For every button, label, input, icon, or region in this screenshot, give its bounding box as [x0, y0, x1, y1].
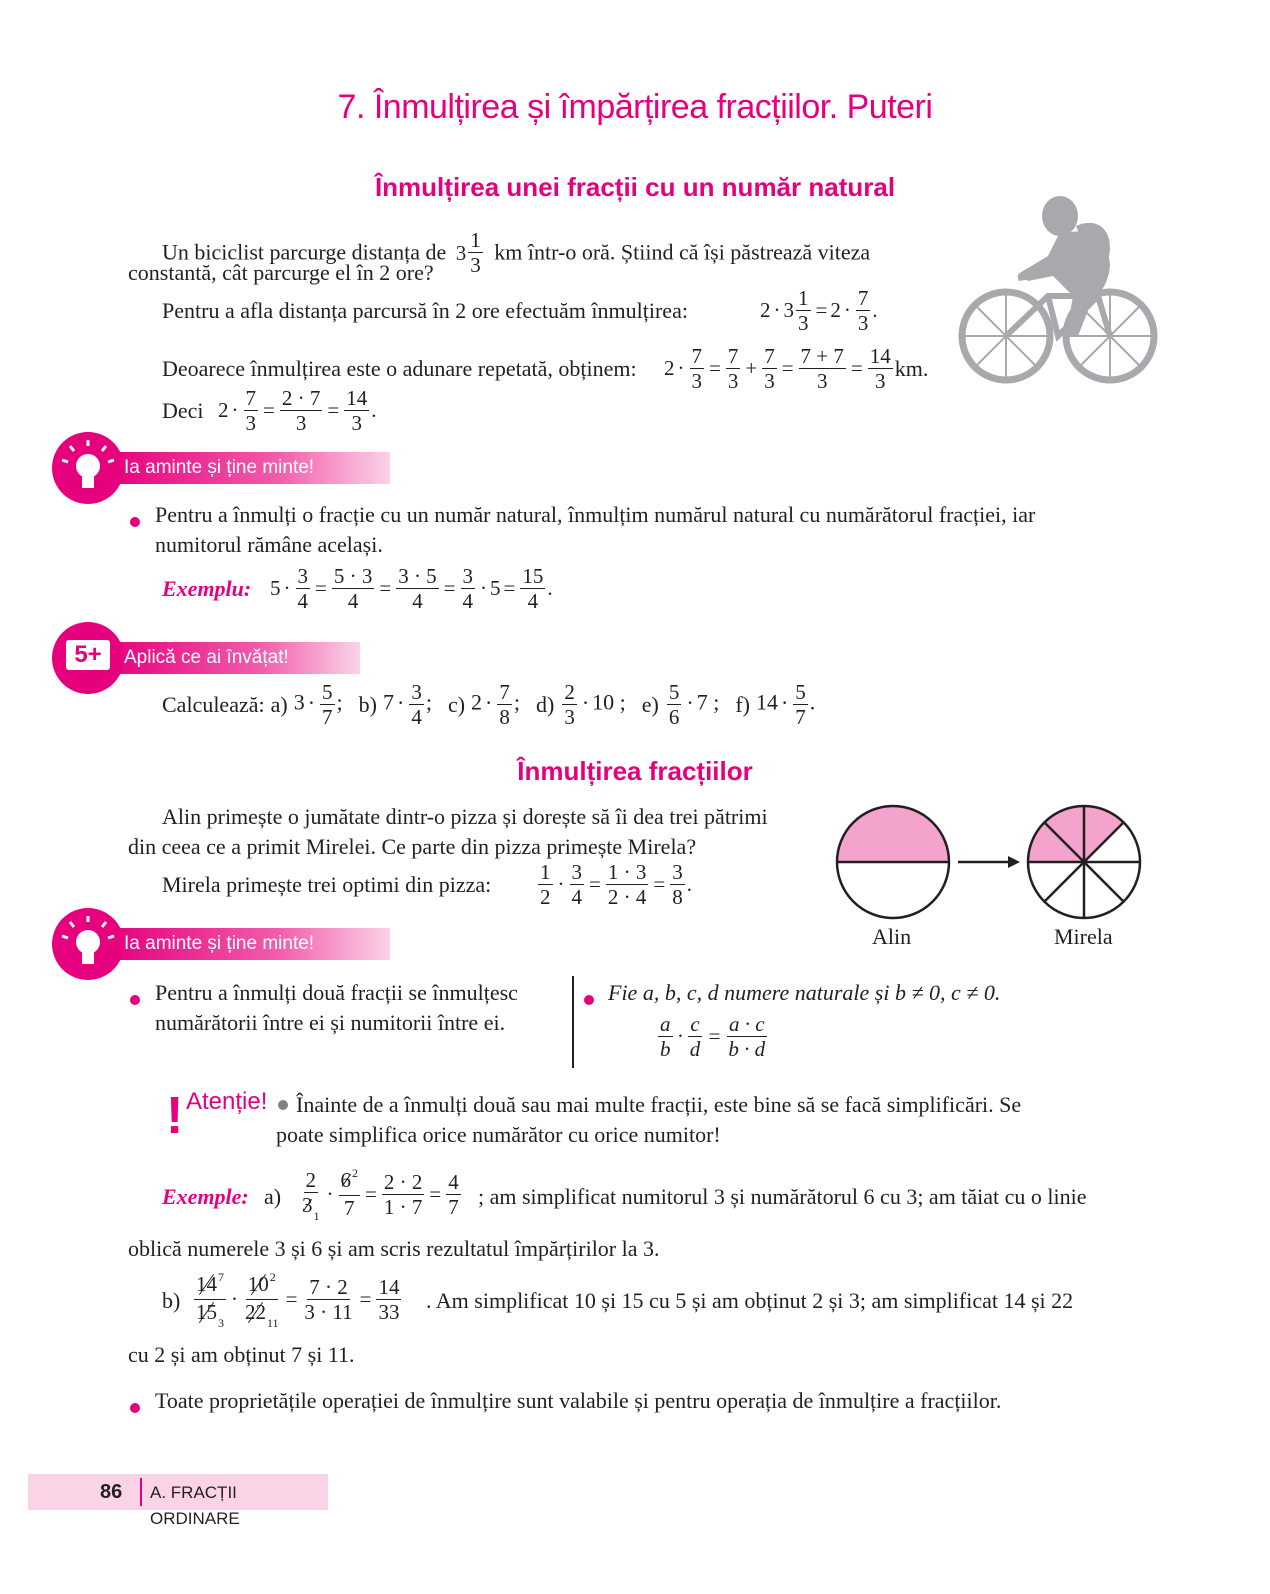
answer-text: Mirela primește trei optimi din pizza: [162, 872, 492, 897]
final-rule: Toate proprietățile operației de înmulțire sunt valabile și pentru operația de înmulțire a fracțiilor. [155, 1388, 1002, 1413]
exercise-e-label: e) [641, 691, 659, 717]
remember-banner-2: Ia aminte și ține minte! [110, 928, 390, 960]
footer-bar [28, 1474, 328, 1528]
exercise-b-label: b) [358, 691, 377, 717]
apply-badge [52, 622, 124, 694]
attention-line2: poate simplifica orice numărător cu orice numitor! [276, 1122, 721, 1147]
attention-line1: Înainte de a înmulți două sau mai multe fracții, este bine să se facă simplificări. Se [296, 1092, 1022, 1117]
step2-formula: 2 · $\frac{7}{3}$ = $\frac{7}{3}$ + $\frac{7}{3}$ = $\frac{7 + 7}{3}$ = $\frac{14}{3}$ km. [664, 344, 929, 393]
bullet-3 [584, 992, 594, 1010]
example-a-label: a) [264, 1184, 282, 1209]
footer-divider [140, 1478, 142, 1506]
example-b-text2: cu 2 și am obținut 7 și 11. [128, 1342, 355, 1367]
pizza-label-alin: Alin [872, 924, 912, 949]
exercise-f-label: f) [735, 691, 750, 717]
step1-text: Pentru a afla distanța parcursă în 2 ore efectuăm înmulțirea: [162, 298, 688, 323]
rule2-line1: Pentru a înmulți două fracții se înmulțesc [155, 980, 518, 1005]
section-heading-2: Înmulțirea fracțiilor [517, 756, 753, 786]
lightbulb-badge-2 [52, 908, 124, 980]
lightbulb-icon [52, 908, 124, 980]
answer-formula: $\frac{1}{2}$ · $\frac{3}{4}$ = $\frac{1 \cdot 3}{2 \cdot 4}$ = $\frac{3}{8}$ . [540, 860, 692, 909]
page-number: 86 [100, 1481, 123, 1503]
example-a-text: ; am simplificat numitorul 3 și numărătorul 6 cu 3; am tăiat cu o linie [478, 1184, 1087, 1209]
problem-text-line2: constantă, cât parcurge el în 2 ore? [128, 260, 434, 285]
general-rule: Fie a, b, c, d numere naturale și b ≠ 0, c ≠ 0. [608, 980, 1001, 1005]
example-b-label: b) [162, 1288, 181, 1313]
exclamation-icon: ! [166, 1087, 184, 1145]
lightbulb-badge-1 [52, 432, 124, 504]
general-formula: $\frac{a}{b}$ · $\frac{c}{d}$ = $\frac{a \cdot c}{b \cdot d}$ [660, 1012, 766, 1061]
problem-text-b: km într-o oră. Știind că își păstrează viteza [494, 239, 871, 265]
step1-formula: 2 · 3 $\frac{1}{3}$ = 2 · $\frac{7}{3}$ . [760, 286, 878, 335]
km-unit: km. [894, 355, 929, 381]
page-title: 7. Înmulțirea și împărțirea fracțiilor. Puteri [337, 88, 933, 126]
exercise-a-label: a) [270, 691, 288, 717]
example-label: Exemplu: [162, 576, 252, 601]
bullet-4 [130, 1400, 140, 1418]
rule2-line2: numărătorii între ei și numitorii între ei. [155, 1010, 506, 1035]
attention-label: Atenție! [186, 1088, 268, 1115]
bullet-1 [130, 514, 140, 532]
apply-badge-label: 5+ [66, 640, 110, 670]
section-heading-1: Înmulțirea unei fracții cu un număr natural [374, 172, 896, 202]
apply-banner: Aplică ce ai învățat! [110, 642, 360, 674]
lightbulb-icon [52, 432, 124, 504]
exercise-d-label: d) [535, 691, 555, 717]
example-b-text: . Am simplificat 10 și 15 cu 5 și am obținut 2 și 3; am simplificat 14 și 22 [426, 1288, 1074, 1313]
rule1-line1: Pentru a înmulți o fracție cu un număr natural, înmulțim numărul natural cu numărătorul fracției, iar [155, 502, 1036, 527]
bullet-2 [130, 992, 140, 1010]
problem-text-line1: Un biciclist parcurge distanța de 3 $\frac{1}{3}$ km într-o oră. Știind că își păstrează viteza [162, 228, 871, 277]
pizza-label-mirela: Mirela [1054, 924, 1113, 949]
footer-section: A. FRACȚII ORDINARE [150, 1483, 240, 1528]
apply-prompt: Calculează: [162, 691, 265, 717]
apply-exercises: Calculează: a) 3 · $\frac{5}{7}$ ; b) 7 · $\frac{3}{4}$ ; c) 2 · $\frac{7}{8}$ ; d) $\frac{2}{3}$ · 10 ; e) $\frac{5}{6}$ · 7 ; f) 14 · $\frac{5}{7}$ . [162, 680, 816, 729]
problem-text-a: Un biciclist parcurge distanța de [162, 239, 447, 265]
cyclist-illustration [958, 186, 1158, 388]
example-b-formula: $\frac{14^7}{15_3}$ · $\frac{10^2}{22_{11}}$ = $\frac{7 \cdot 2}{3 \cdot 11}$ = $\frac{14}{33}$ [196, 1270, 400, 1330]
step3-formula: 2 · $\frac{7}{3}$ = $\frac{2 \cdot 7}{3}$ = $\frac{14}{3}$ . [218, 386, 377, 435]
problem2-line1: Alin primește o jumătate dintr-o pizza și dorește să îi dea trei pătrimi [162, 804, 768, 829]
remember-banner-1: Ia aminte și ține minte! [110, 452, 390, 484]
column-divider [572, 976, 574, 1068]
exercise-c-label: c) [447, 691, 466, 717]
rule1-line2: numitorul rămâne același. [155, 532, 383, 557]
step2-text: Deoarece înmulțirea este o adunare repetată, obținem: [162, 356, 637, 381]
examples-label: Exemple: [162, 1184, 249, 1209]
example-formula: 5 · $\frac{3}{4}$ = $\frac{5 \cdot 3}{4}$ = $\frac{3 \cdot 5}{4}$ = $\frac{3}{4}$ · 5 = $\frac{15}{4}$ . [270, 564, 553, 613]
step3-text: Deci [162, 398, 204, 423]
attention-bullet [278, 1100, 288, 1110]
example-a-text2: oblică numerele 3 și 6 și am scris rezultatul împărțirilor la 3. [128, 1236, 660, 1261]
example-a-formula: $\frac{2}{3_1}$ · $\frac{6^2}{7}$ = $\frac{2 \cdot 2}{1 \cdot 7}$ = $\frac{4}{7}$ [302, 1166, 459, 1223]
problem2-line2: din ceea ce a primit Mirelei. Ce parte din pizza primește Mirela? [128, 834, 697, 859]
pizza-figure [834, 804, 1148, 922]
